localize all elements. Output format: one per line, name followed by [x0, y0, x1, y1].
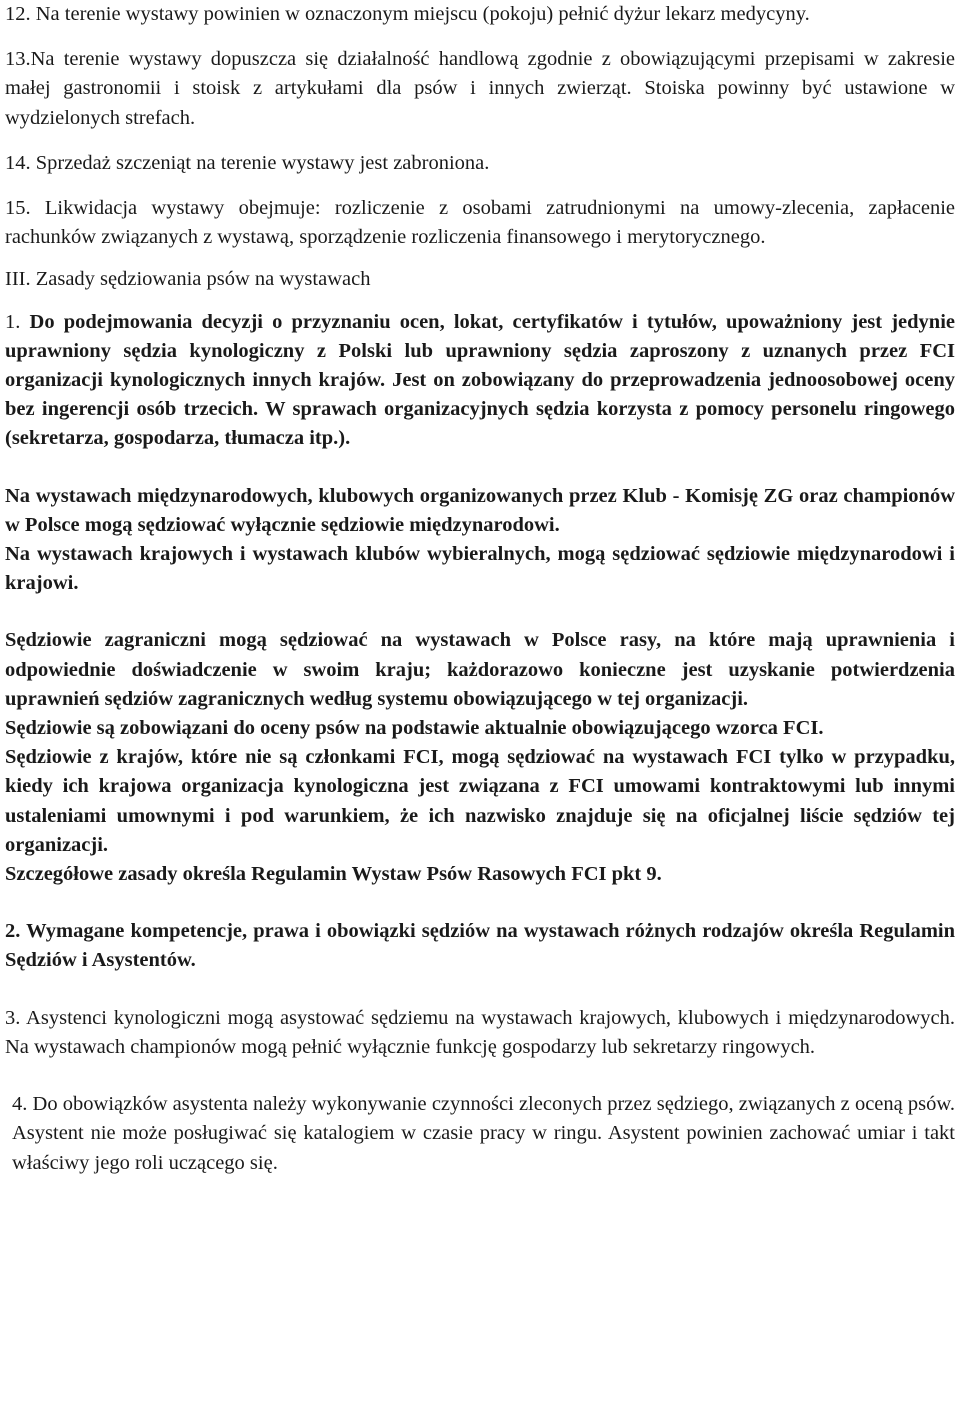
rule-1	[5, 308, 955, 454]
fci-standard-paragraph: Sędziowie są zobowiązani do oceny psów na podstawie aktualnie obowiązującego wzorca FCI.	[5, 717, 824, 740]
rule-1-number: 1.	[5, 310, 30, 333]
fci-rules-reference: Szczegółowe zasady określa Regulamin Wystaw Psów Rasowych FCI pkt 9.	[5, 863, 662, 886]
rule-4: 4. Do obowiązków asystenta należy wykonywanie czynności zleconych przez sędziego, związanych z oceną psów. Asystent nie może posługiwać się katalogiem w czasie pracy w ringu. Asystent powinien zachować umiar i takt właściwy jego roli uczącego się.	[12, 1093, 955, 1174]
document-page	[5, 0, 955, 1178]
national-shows-paragraph: Na wystawach krajowych i wystawach klubów wybieralnych, mogą sędziować sędziowie międzynarodowi i krajowi.	[5, 543, 955, 595]
paragraph-14: 14. Sprzedaż szczeniąt na terenie wystawy jest zabroniona.	[5, 151, 490, 174]
paragraph-15: 15. Likwidacja wystawy obejmuje: rozliczenie z osobami zatrudnionymi na umowy-zlecenia, zapłacenie rachunków związanych z wystawą, sporządzenie rozliczenia finansowego i merytorycznego.	[5, 197, 955, 249]
paragraph-13: 13.Na terenie wystawy dopuszcza się działalność handlową zgodnie z obowiązującymi przepisami w zakresie małej gastronomii i stoisk z artykułami dla psów i innych zwierząt. Stoiska powinny być ustawione w wydzielonych strefach.	[5, 48, 955, 129]
section-heading-iii: III. Zasady sędziowania psów na wystawach	[5, 268, 371, 291]
rule-3: 3. Asystenci kynologiczni mogą asystować sędziemu na wystawach krajowych, klubowych i międzynarodowych. Na wystawach championów mogą pełnić wyłącznie funkcję gospodarzy lub sekretarzy ringowych.	[5, 1006, 955, 1058]
non-fci-judges-paragraph: Sędziowie z krajów, które nie są członkami FCI, mogą sędziować na wystawach FCI tylko w przypadku, kiedy ich krajowa organizacja kynologiczna jest związana z FCI umowami kontraktowymi lub innymi ustaleniami umownymi i pod warunkiem, że ich nazwisko znajduje się na oficjalnej liście sędziów tej organizacji.	[5, 746, 955, 856]
rule-1-text: Do podejmowania decyzji o przyznaniu ocen, lokat, certyfikatów i tytułów, upoważniony jest jedynie uprawniony sędzia kynologiczny z Polski lub uprawniony sędzia zaproszony z uznanych przez FCI organizacji kynologicznych innych krajów. Jest on zobowiązany do przeprowadzenia jednoosobowej oceny bez ingerencji osób trzecich. W sprawach organizacyjnych sędzia korzysta z pomocy personelu ringowego (sekretarza, gospodarza, tłumacza itp.).	[5, 310, 956, 450]
rule-2: 2. Wymagane kompetencje, prawa i obowiązki sędziów na wystawach różnych rodzajów określa Regulamin Sędziów i Asystentów.	[5, 920, 955, 972]
international-shows-paragraph: Na wystawach międzynarodowych, klubowych organizowanych przez Klub - Komisję ZG oraz championów w Polsce mogą sędziować wyłącznie sędziowie międzynarodowi.	[5, 484, 955, 536]
paragraph-12: 12. Na terenie wystawy powinien w oznaczonym miejscu (pokoju) pełnić dyżur lekarz medycyny.	[5, 3, 810, 25]
foreign-judges-paragraph: Sędziowie zagraniczni mogą sędziować na wystawach w Polsce rasy, na które mają uprawnienia i odpowiednie doświadczenie w swoim kraju; każdorazowo konieczne jest uzyskanie potwierdzenia uprawnień sędziów zagranicznych według systemu obowiązującego w tej organizacji.	[5, 629, 955, 710]
